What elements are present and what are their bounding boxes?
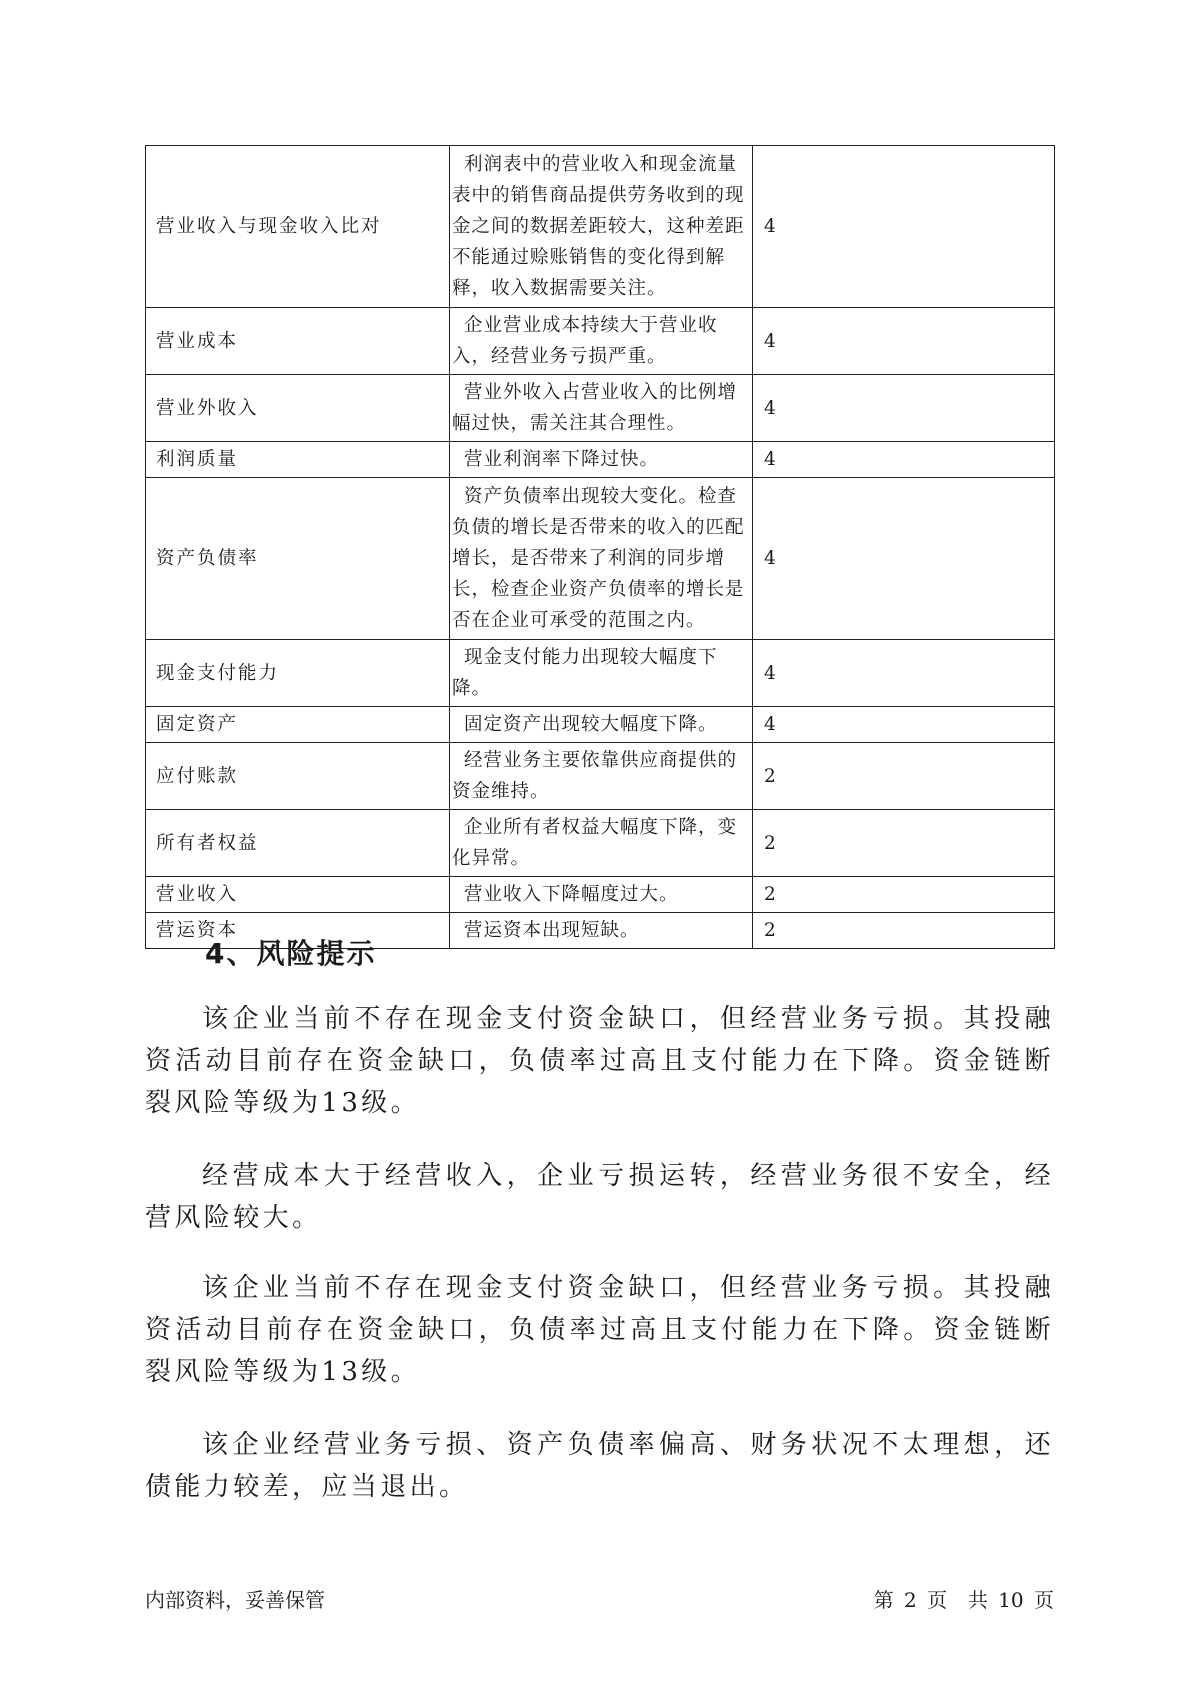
indicator-description: 企业营业成本持续大于营业收入，经营业务亏损严重。 bbox=[450, 308, 753, 375]
paragraph: 该企业当前不存在现金支付资金缺口，但经营业务亏损。其投融资活动目前存在资金缺口，负债率过高且支付能力在下降。资金链断裂风险等级为13级。 bbox=[145, 1004, 1054, 1118]
paragraph: 经营成本大于经营收入，企业亏损运转，经营业务很不安全，经营风险较大。 bbox=[145, 1161, 1054, 1233]
indicator-description: 固定资产出现较大幅度下降。 bbox=[450, 707, 753, 743]
risk-indicator-table bbox=[145, 145, 1055, 949]
table-row bbox=[146, 442, 1055, 478]
indicator-score: 4 bbox=[753, 442, 1055, 478]
table-row bbox=[146, 877, 1055, 913]
table-row bbox=[146, 810, 1055, 877]
indicator-name: 资产负债率 bbox=[146, 478, 450, 640]
paragraph: 该企业经营业务亏损、资产负债率偏高、财务状况不太理想，还债能力较差，应当退出。 bbox=[145, 1430, 1054, 1502]
paragraph: 该企业当前不存在现金支付资金缺口，但经营业务亏损。其投融资活动目前存在资金缺口，负债率过高且支付能力在下降。资金链断裂风险等级为13级。 bbox=[145, 1273, 1054, 1387]
indicator-description: 现金支付能力出现较大幅度下降。 bbox=[450, 640, 753, 707]
indicator-score: 4 bbox=[753, 146, 1055, 308]
indicator-score: 2 bbox=[753, 913, 1055, 949]
indicator-name: 营业成本 bbox=[146, 308, 450, 375]
indicator-score: 2 bbox=[753, 810, 1055, 877]
indicator-description: 利润表中的营业收入和现金流量表中的销售商品提供劳务收到的现金之间的数据差距较大，这种差距不能通过赊账销售的变化得到解释，收入数据需要关注。 bbox=[450, 146, 753, 308]
indicator-score: 4 bbox=[753, 640, 1055, 707]
page-number: 第 2 页 共 10 页 bbox=[873, 1588, 1054, 1612]
table-row bbox=[146, 743, 1055, 810]
indicator-description: 营业外收入占营业收入的比例增幅过快，需关注其合理性。 bbox=[450, 375, 753, 442]
indicator-name: 固定资产 bbox=[146, 707, 450, 743]
section-heading: 4、风险提示 bbox=[205, 937, 377, 970]
indicator-name: 现金支付能力 bbox=[146, 640, 450, 707]
indicator-score: 4 bbox=[753, 478, 1055, 640]
indicator-description: 经营业务主要依靠供应商提供的资金维持。 bbox=[450, 743, 753, 810]
indicator-name: 营业收入与现金收入比对 bbox=[146, 146, 450, 308]
indicator-score: 2 bbox=[753, 877, 1055, 913]
indicator-name: 营业收入 bbox=[146, 877, 450, 913]
indicator-name: 利润质量 bbox=[146, 442, 450, 478]
indicator-score: 4 bbox=[753, 707, 1055, 743]
indicator-description: 资产负债率出现较大变化。检查负债的增长是否带来的收入的匹配增长，是否带来了利润的同步增长，检查企业资产负债率的增长是否在企业可承受的范围之内。 bbox=[450, 478, 753, 640]
indicator-description: 企业所有者权益大幅度下降，变化异常。 bbox=[450, 810, 753, 877]
confidentiality-note: 内部资料，妥善保管 bbox=[145, 1588, 325, 1612]
table-row bbox=[146, 478, 1055, 640]
indicator-score: 2 bbox=[753, 743, 1055, 810]
table-row bbox=[146, 707, 1055, 743]
indicator-score: 4 bbox=[753, 375, 1055, 442]
indicator-name: 应付账款 bbox=[146, 743, 450, 810]
table-row bbox=[146, 375, 1055, 442]
table-row bbox=[146, 640, 1055, 707]
indicator-description: 营业收入下降幅度过大。 bbox=[450, 877, 753, 913]
indicator-name: 营业外收入 bbox=[146, 375, 450, 442]
indicator-name: 所有者权益 bbox=[146, 810, 450, 877]
indicator-name: 营运资本 bbox=[146, 913, 450, 949]
table-row bbox=[146, 308, 1055, 375]
indicator-description: 营运资本出现短缺。 bbox=[450, 913, 753, 949]
table-row bbox=[146, 146, 1055, 308]
indicator-description: 营业利润率下降过快。 bbox=[450, 442, 753, 478]
indicator-score: 4 bbox=[753, 308, 1055, 375]
